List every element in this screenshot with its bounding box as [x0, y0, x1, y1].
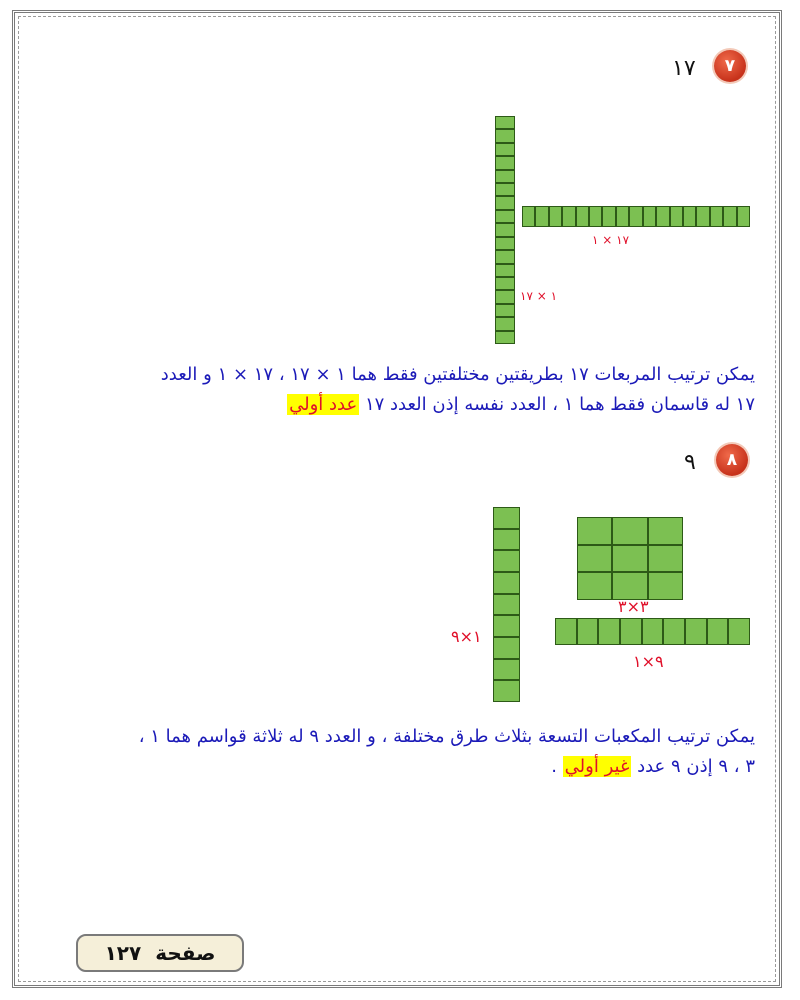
label-1x17: ١ × ١٧: [520, 289, 558, 303]
unit-block: [576, 206, 589, 227]
unit-block: [598, 618, 620, 645]
page-number: ١٢٧: [104, 941, 142, 965]
unit-block: [589, 206, 602, 227]
unit-block: [577, 517, 612, 545]
unit-block: [612, 545, 647, 573]
unit-block: [549, 206, 562, 227]
label-9x1: ٩×١: [633, 652, 664, 671]
label-3x3: ٣×٣: [618, 597, 649, 616]
exercise-7-line-2: [40, 390, 755, 420]
page-number-box: [76, 934, 244, 972]
unit-block: [656, 206, 669, 227]
unit-block: [696, 206, 709, 227]
exercise-8-line-2-text: ٣ ، ٩ إذن ٩ عدد: [637, 756, 755, 777]
unit-block: [495, 196, 515, 209]
unit-block: [495, 331, 515, 344]
exercise-8-line-2-end: .: [551, 756, 557, 777]
unit-block: [495, 116, 515, 129]
unit-block: [648, 545, 683, 573]
unit-block: [707, 618, 729, 645]
unit-block: [629, 206, 642, 227]
unit-block: [737, 206, 750, 227]
prime-highlight: عدد أولي: [289, 394, 358, 415]
vertical-17-strip: [495, 116, 515, 344]
unit-block: [648, 572, 683, 600]
unit-block: [710, 206, 723, 227]
unit-block: [577, 572, 612, 600]
unit-block: [612, 517, 647, 545]
unit-block: [495, 129, 515, 142]
unit-block: [495, 156, 515, 169]
unit-block: [643, 206, 656, 227]
unit-block: [495, 264, 515, 277]
unit-block: [620, 618, 642, 645]
unit-block: [493, 680, 520, 702]
exercise-7-number: ١٧: [672, 56, 696, 81]
label-1x9: ١×٩: [451, 627, 482, 646]
unit-block: [493, 637, 520, 659]
unit-block: [495, 237, 515, 250]
exercise-7-line-2-text: ١٧ له قاسمان فقط هما ١ ، العدد نفسه إذن العدد ١٧: [364, 394, 755, 415]
unit-block: [522, 206, 535, 227]
unit-block: [728, 618, 750, 645]
page-label: صفحة: [155, 941, 216, 965]
exercise-8-number: ٩: [684, 450, 696, 475]
unit-block: [495, 210, 515, 223]
label-17x1: ١٧ × ١: [592, 233, 630, 247]
unit-block: [495, 183, 515, 196]
unit-block: [495, 143, 515, 156]
page-frame-inner: [18, 16, 776, 982]
unit-block: [577, 545, 612, 573]
exercise-7-badge: ٧: [714, 50, 746, 82]
exercise-8-paragraph: [40, 722, 755, 782]
unit-block: [602, 206, 615, 227]
unit-block: [562, 206, 575, 227]
unit-block: [616, 206, 629, 227]
unit-block: [612, 572, 647, 600]
square-3x3-block: [577, 517, 683, 600]
exercise-7-line-1: يمكن ترتيب المربعات ١٧ بطريقتين مختلفتين فقط هما ١ × ١٧ ، ١٧ × ١ و العدد: [160, 364, 755, 385]
unit-block: [555, 618, 577, 645]
unit-block: [495, 223, 515, 236]
unit-block: [495, 277, 515, 290]
exercise-8-line-1: يمكن ترتيب المكعبات التسعة بثلاث طرق مختلفة ، و العدد ٩ له ثلاثة قواسم هما ١ ،: [138, 726, 755, 747]
vertical-9-strip: [493, 507, 520, 702]
unit-block: [663, 618, 685, 645]
unit-block: [493, 550, 520, 572]
unit-block: [495, 250, 515, 263]
horizontal-9-strip: [555, 618, 750, 645]
unit-block: [495, 304, 515, 317]
not-prime-highlight: غير أولي: [564, 756, 630, 777]
unit-block: [495, 290, 515, 303]
unit-block: [577, 618, 599, 645]
unit-block: [495, 317, 515, 330]
unit-block: [648, 517, 683, 545]
unit-block: [493, 572, 520, 594]
horizontal-17-strip: [522, 206, 750, 227]
exercise-8-badge: ٨: [716, 444, 748, 476]
unit-block: [493, 594, 520, 616]
unit-block: [535, 206, 548, 227]
unit-block: [493, 615, 520, 637]
exercise-7-paragraph: [40, 360, 755, 420]
unit-block: [685, 618, 707, 645]
unit-block: [493, 529, 520, 551]
unit-block: [670, 206, 683, 227]
unit-block: [723, 206, 736, 227]
unit-block: [495, 170, 515, 183]
unit-block: [642, 618, 664, 645]
unit-block: [493, 659, 520, 681]
unit-block: [683, 206, 696, 227]
exercise-8-line-2: [40, 752, 755, 782]
unit-block: [493, 507, 520, 529]
